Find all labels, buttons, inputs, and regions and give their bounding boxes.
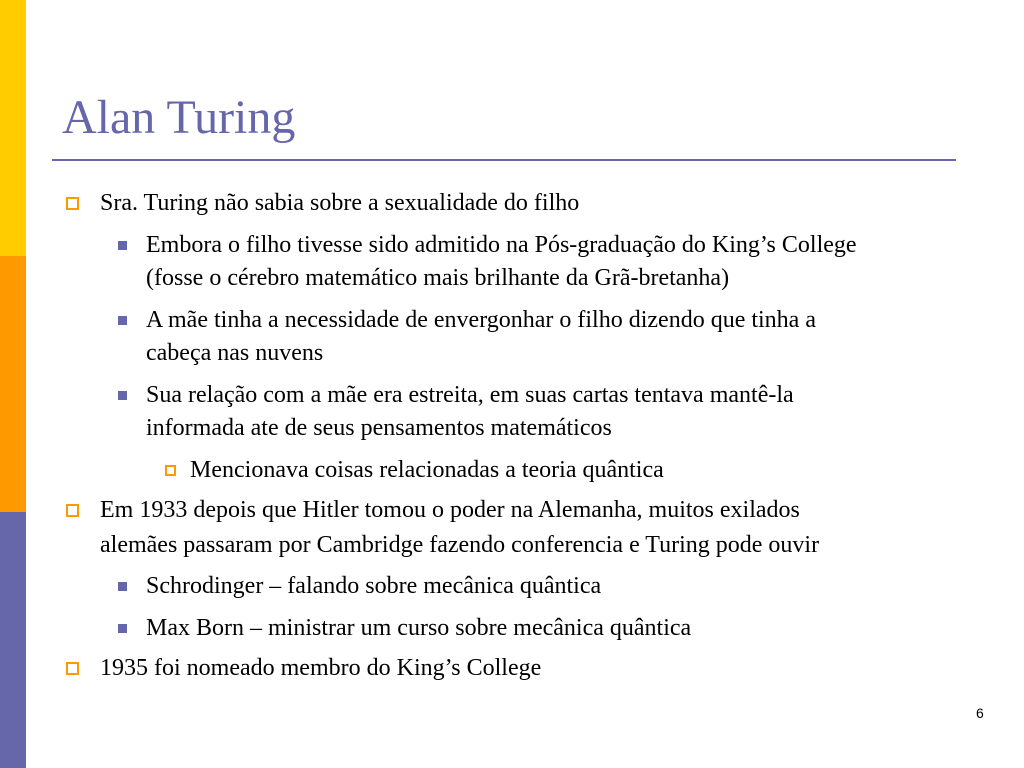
bullet-1-2-line-2: cabeça nas nuvens <box>146 340 324 366</box>
bullet-1-3-1-text: Mencionava coisas relacionadas a teoria quântica <box>190 457 664 483</box>
bullet-2-line-1: Em 1933 depois que Hitler tomou o poder na Alemanha, muitos exilados <box>100 497 800 523</box>
bullet-2-2-text: Max Born – ministrar um curso sobre mecânica quântica <box>146 615 692 641</box>
title-divider <box>52 159 956 161</box>
bullet-1-3-line-1: Sua relação com a mãe era estreita, em suas cartas tentava mantê-la <box>146 382 794 408</box>
bullet-1-1-line-2: (fosse o cérebro matemático mais brilhante da Grã-bretanha) <box>146 265 730 291</box>
bullet-2-line-2: alemães passaram por Cambridge fazendo conferencia e Turing pode ouvir <box>100 532 820 558</box>
side-bar-yellow <box>0 0 26 256</box>
orange-square-bullet-icon <box>165 465 176 476</box>
purple-square-bullet-icon <box>118 582 127 591</box>
orange-square-bullet-icon <box>66 504 79 517</box>
page-number: 6 <box>976 705 984 721</box>
purple-square-bullet-icon <box>118 624 127 633</box>
bullet-1-1-line-1: Embora o filho tivesse sido admitido na Pós-graduação do King’s College <box>146 232 857 258</box>
purple-square-bullet-icon <box>118 391 127 400</box>
side-bar-orange <box>0 256 26 512</box>
slide-title: Alan Turing <box>62 91 296 144</box>
bullet-3-text: 1935 foi nomeado membro do King’s College <box>100 655 542 681</box>
orange-square-bullet-icon <box>66 197 79 210</box>
purple-square-bullet-icon <box>118 241 127 250</box>
side-bar-purple <box>0 512 26 768</box>
bullet-1-2-line-1: A mãe tinha a necessidade de envergonhar o filho dizendo que tinha a <box>146 307 816 333</box>
purple-square-bullet-icon <box>118 316 127 325</box>
bullet-2-1-text: Schrodinger – falando sobre mecânica quântica <box>146 573 602 599</box>
orange-square-bullet-icon <box>66 662 79 675</box>
bullet-1-text: Sra. Turing não sabia sobre a sexualidade do filho <box>100 190 580 216</box>
bullet-1-3-line-2: informada ate de seus pensamentos matemáticos <box>146 415 612 441</box>
